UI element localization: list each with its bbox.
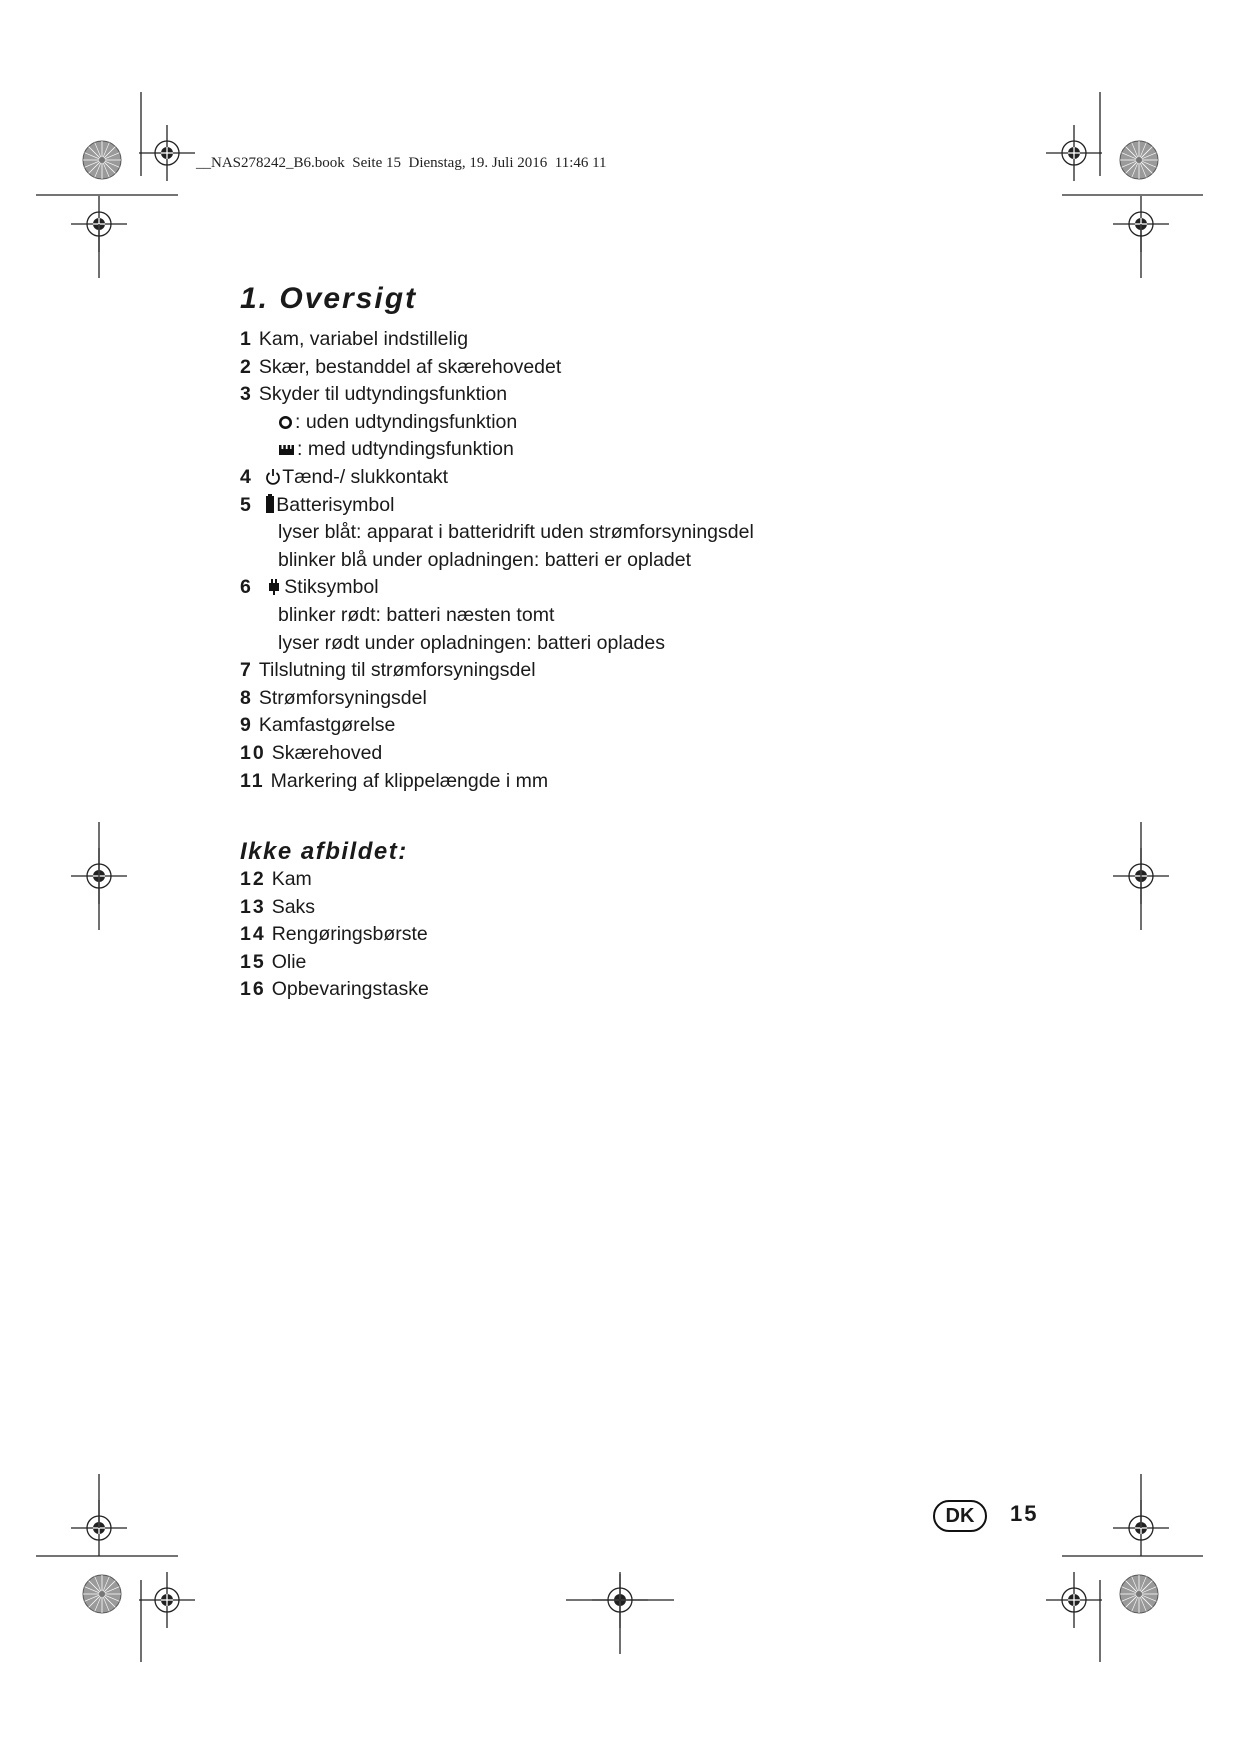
list-item: 2 Skær, bestanddel af skærehovedet (240, 355, 562, 378)
list-item: 16 Opbevaringstaske (240, 978, 429, 1001)
list-subitem: blinker rødt: batteri næsten tomt (278, 603, 555, 626)
list-item: 15 Olie (240, 950, 307, 973)
section-title-overview: 1. Oversigt (240, 282, 418, 315)
list-item: 6 Stiksymbol (240, 576, 379, 599)
country-badge: DK (933, 1500, 987, 1532)
list-item: 7 Tilslutning til strømforsyningsdel (240, 659, 536, 682)
list-subitem: blinker blå under opladningen: batteri er opladet (278, 548, 692, 571)
power-icon (265, 468, 281, 486)
list-subitem: lyser blåt: apparat i batteridrift uden strømforsyningsdel (278, 521, 754, 544)
page-number: 15 (1010, 1501, 1039, 1526)
thinning-comb-icon (278, 444, 295, 456)
list-item: 10 Skærehoved (240, 741, 383, 764)
list-item: 14 Rengøringsbørste (240, 923, 428, 946)
list-subitem: : med udtyndingsfunktion (240, 436, 754, 464)
plug-icon (265, 578, 283, 596)
list-item: 4 Tænd-/ slukkontakt (240, 465, 449, 488)
ring-icon (278, 415, 293, 430)
print-header: __NAS278242_B6.book Seite 15 Dienstag, 19. Juli 2016 11:46 11 (196, 155, 607, 171)
list-subitem: : uden udtyndingsfunktion (240, 409, 754, 437)
list-item: 12 Kam (240, 868, 312, 890)
list-item: 1 Kam, variabel indstillelig (240, 328, 469, 350)
list-item: 8 Strømforsyningsdel (240, 686, 427, 709)
list-item: 3 Skyder til udtyndingsfunktion (240, 383, 508, 406)
list-item: 11 Markering af klippelængde i mm (240, 769, 549, 792)
not-shown-list (240, 866, 429, 1004)
list-subitem: lyser rødt under opladningen: batteri oplades (278, 631, 665, 654)
list-item: 13 Saks (240, 895, 316, 918)
overview-list (240, 326, 754, 795)
battery-icon (265, 494, 275, 514)
section-title-not-shown: Ikke afbildet: (240, 838, 408, 865)
list-item: 9 Kamfastgørelse (240, 714, 396, 737)
list-item: 5 Batterisymbol (240, 493, 395, 516)
